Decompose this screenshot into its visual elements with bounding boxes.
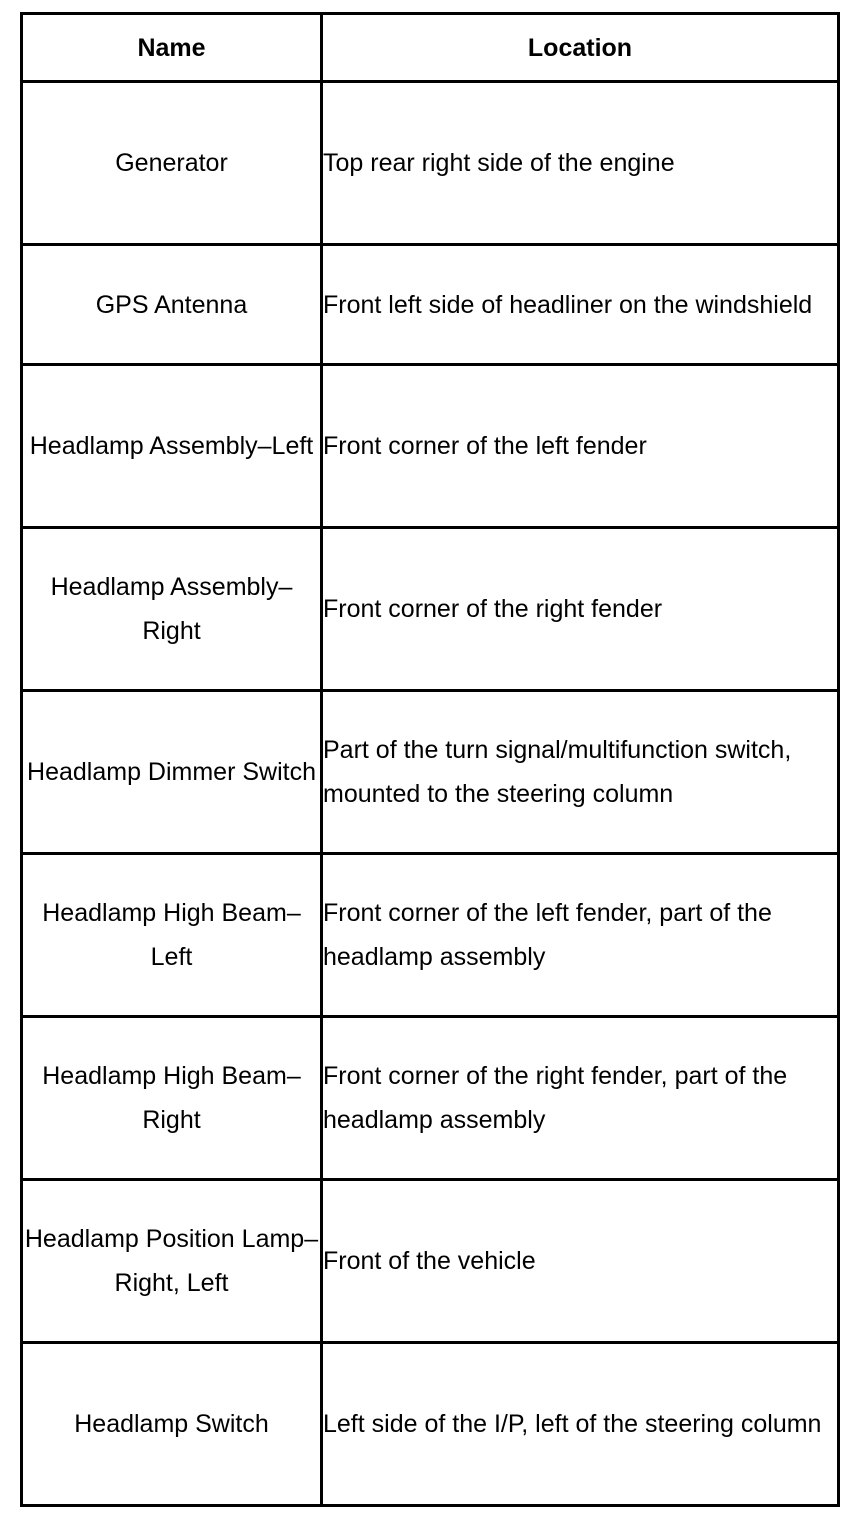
column-header-name: Name [22,14,322,82]
table-row [22,1180,839,1343]
table-row [22,1343,839,1506]
table-row [22,1017,839,1180]
column-header-location: Location [322,14,839,82]
table-row [22,245,839,365]
table-header-row [22,14,839,82]
component-location-cell: Front of the vehicle [322,1180,839,1343]
component-name-cell: Headlamp High Beam–Left [22,854,322,1017]
component-location-cell: Left side of the I/P, left of the steering column [322,1343,839,1506]
table-row [22,365,839,528]
component-name-cell: Headlamp High Beam–Right [22,1017,322,1180]
component-name-cell: Headlamp Switch [22,1343,322,1506]
component-location-cell: Front corner of the right fender [322,528,839,691]
component-name-cell: Headlamp Dimmer Switch [22,691,322,854]
component-location-cell: Top rear right side of the engine [322,82,839,245]
table-row [22,854,839,1017]
component-location-cell: Front left side of headliner on the windshield [322,245,839,365]
component-location-cell: Part of the turn signal/multifunction switch, mounted to the steering column [322,691,839,854]
component-location-cell: Front corner of the left fender [322,365,839,528]
table-row [22,82,839,245]
component-name-cell: Generator [22,82,322,245]
component-name-cell: Headlamp Assembly–Right [22,528,322,691]
table-row [22,528,839,691]
component-name-cell: Headlamp Position Lamp–Right, Left [22,1180,322,1343]
component-name-cell: GPS Antenna [22,245,322,365]
component-location-cell: Front corner of the right fender, part of the headlamp assembly [322,1017,839,1180]
component-name-cell: Headlamp Assembly–Left [22,365,322,528]
component-location-cell: Front corner of the left fender, part of the headlamp assembly [322,854,839,1017]
component-location-table [20,12,840,1507]
table-row [22,691,839,854]
